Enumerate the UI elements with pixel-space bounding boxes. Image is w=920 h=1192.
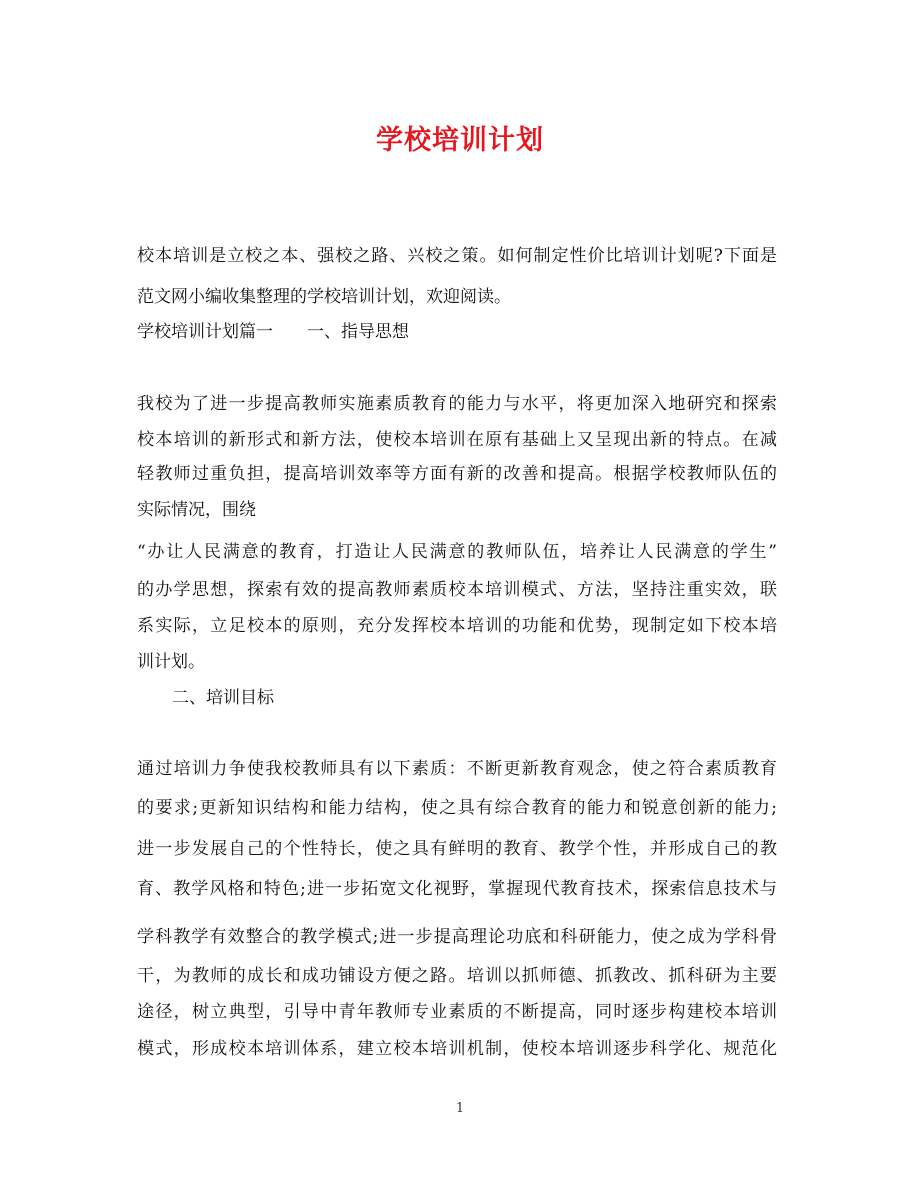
paragraph-line: 训计划。 bbox=[137, 652, 205, 672]
paragraph-line: 实际情况，围绕 bbox=[137, 500, 256, 520]
paragraph-line: 通过培训力争使我校教师具有以下素质：不断更新教育观念，使之符合素质教育 bbox=[137, 759, 777, 779]
paragraph-line: 校本培训的新形式和新方法，使校本培训在原有基础上又呈现出新的特点。在减 bbox=[137, 430, 777, 450]
intro-line-1: 校本培训是立校之本、强校之路、兴校之策。如何制定性价比培训计划呢?下面是 bbox=[137, 246, 777, 266]
paragraph-line: 轻教师过重负担，提高培训效率等方面有新的改善和提高。根据学校教师队伍的 bbox=[137, 464, 777, 484]
paragraph-line: 育、教学风格和特色;进一步拓宽文化视野，掌握现代教育技术，探索信息技术与 bbox=[137, 879, 777, 899]
paragraph-line: 模式，形成校本培训体系，建立校本培训机制，使校本培训逐步科学化、规范化 bbox=[137, 1039, 777, 1059]
paragraph-line: 进一步发展自己的个性特长，使之具有鲜明的教育、教学个性，并形成自己的教 bbox=[137, 839, 777, 859]
paragraph-line: 系实际，立足校本的原则，充分发挥校本培训的功能和优势，现制定如下校本培 bbox=[137, 616, 777, 636]
paragraph-line: 的办学思想，探索有效的提高教师素质校本培训模式、方法，坚持注重实效，联 bbox=[137, 580, 777, 600]
paragraph-line: 干，为教师的成长和成功铺设方便之路。培训以抓师德、抓教改、抓科研为主要 bbox=[137, 966, 777, 986]
document-title: 学校培训计划 bbox=[376, 125, 544, 156]
section-heading-one: 学校培训计划篇一 一、指导思想 bbox=[137, 322, 409, 342]
intro-line-2: 范文网小编收集整理的学校培训计划，欢迎阅读。 bbox=[137, 287, 511, 307]
paragraph-line: “办让人民满意的教育，打造让人民满意的教师队伍，培养让人民满意的学生” bbox=[137, 542, 777, 562]
paragraph-line: 我校为了进一步提高教师实施素质教育的能力与水平，将更加深入地研究和探索 bbox=[137, 394, 777, 414]
paragraph-line: 途径，树立典型，引导中青年教师专业素质的不断提高，同时逐步构建校本培训 bbox=[137, 1002, 777, 1022]
paragraph-line: 的要求;更新知识结构和能力结构，使之具有综合教育的能力和锐意创新的能力; bbox=[137, 798, 777, 818]
section-heading-two: 二、培训目标 bbox=[172, 688, 274, 708]
paragraph-line: 学科教学有效整合的教学模式;进一步提高理论功底和科研能力，使之成为学科骨 bbox=[137, 927, 777, 947]
page-number: 1 bbox=[455, 1101, 465, 1116]
